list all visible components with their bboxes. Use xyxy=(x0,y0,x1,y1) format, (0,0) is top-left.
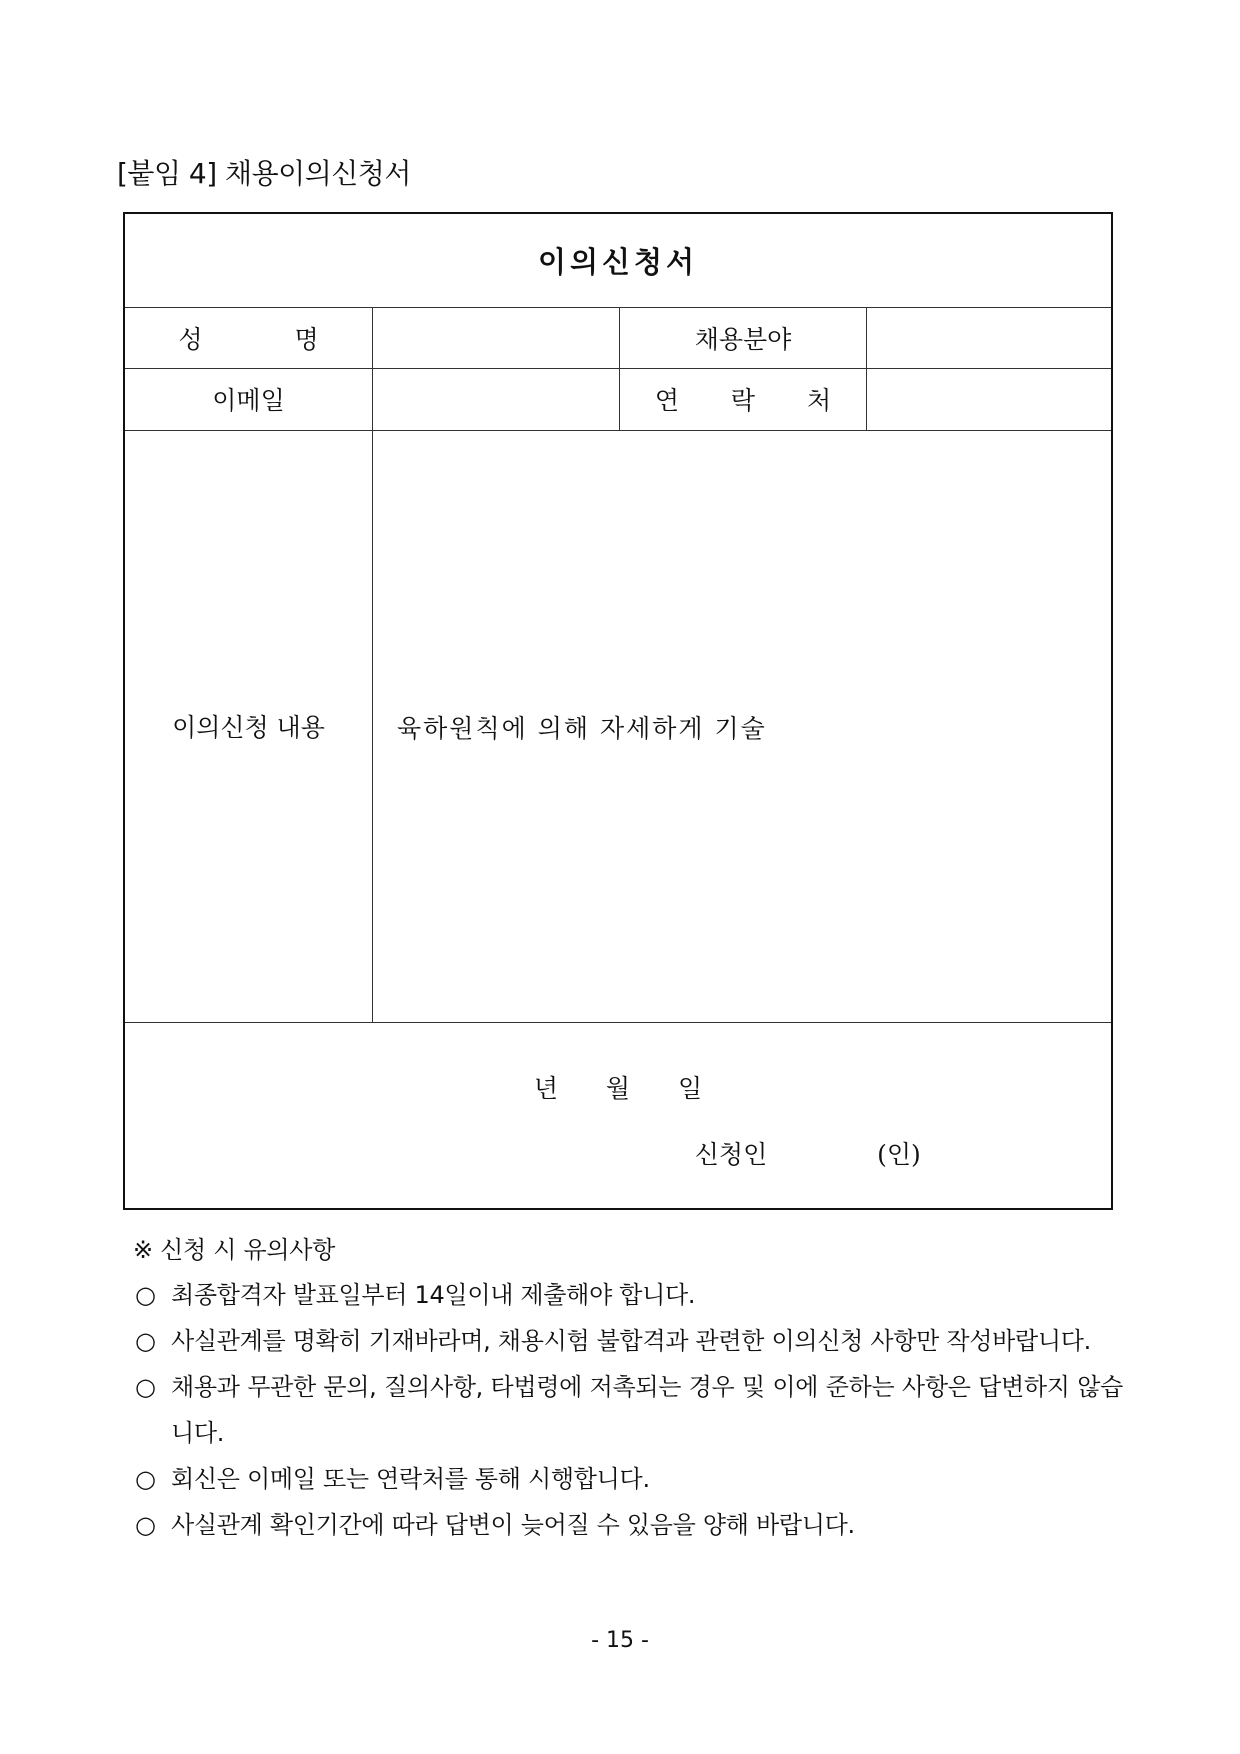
notes-header: ※ 신청 시 유의사항 xyxy=(133,1236,335,1264)
objection-content-label: 이의신청 내용 xyxy=(172,713,325,742)
note-text: 사실관계 확인기간에 따라 답변이 늦어질 수 있음을 양해 바랍니다. xyxy=(171,1511,855,1539)
circle-bullet-icon: ○ xyxy=(135,1327,156,1355)
circle-bullet-icon: ○ xyxy=(135,1373,156,1401)
note-item xyxy=(133,1456,1123,1502)
note-text: 사실관계를 명확히 기재바라며, 채용시험 불합격과 관련한 이의신청 사항만 작성바랍니다. xyxy=(171,1327,1091,1355)
page-number: - 15 - xyxy=(591,1628,649,1653)
attachment-title: [붙임 4] 채용이의신청서 xyxy=(117,157,411,190)
contact-label: 연 락 처 xyxy=(654,386,854,415)
note-item xyxy=(133,1272,1123,1318)
contact-input[interactable] xyxy=(867,369,1111,430)
notes-section xyxy=(133,1228,1123,1548)
note-text: 최종합격자 발표일부터 14일이내 제출해야 합니다. xyxy=(171,1281,696,1309)
note-item xyxy=(133,1502,1123,1548)
note-text: 회신은 이메일 또는 연락처를 통해 시행합니다. xyxy=(171,1465,650,1493)
applicant-label: 신청인 xyxy=(694,1140,768,1169)
recruitment-field-label: 채용분야 xyxy=(694,324,792,354)
objection-form xyxy=(123,212,1113,1210)
row-divider xyxy=(125,1022,1111,1023)
seal-mark: (인) xyxy=(877,1140,921,1169)
recruitment-field-input[interactable] xyxy=(867,308,1111,368)
form-title: 이의신청서 xyxy=(537,245,699,279)
objection-content-input[interactable]: 육하원칙에 의해 자세하게 기술 xyxy=(397,713,767,743)
circle-bullet-icon: ○ xyxy=(135,1465,156,1493)
email-label: 이메일 xyxy=(212,386,285,415)
circle-bullet-icon: ○ xyxy=(135,1511,156,1539)
email-input[interactable] xyxy=(373,369,619,430)
name-label: 성 명 xyxy=(178,324,361,354)
note-item xyxy=(133,1364,1123,1456)
name-input[interactable] xyxy=(373,308,619,368)
note-item xyxy=(133,1318,1123,1364)
date-line: 년 월 일 xyxy=(533,1074,703,1103)
note-text: 채용과 무관한 문의, 질의사항, 타법령에 저촉되는 경우 및 이에 준하는 사항은 답변하지 않습니다. xyxy=(171,1373,1123,1447)
circle-bullet-icon: ○ xyxy=(135,1281,156,1309)
